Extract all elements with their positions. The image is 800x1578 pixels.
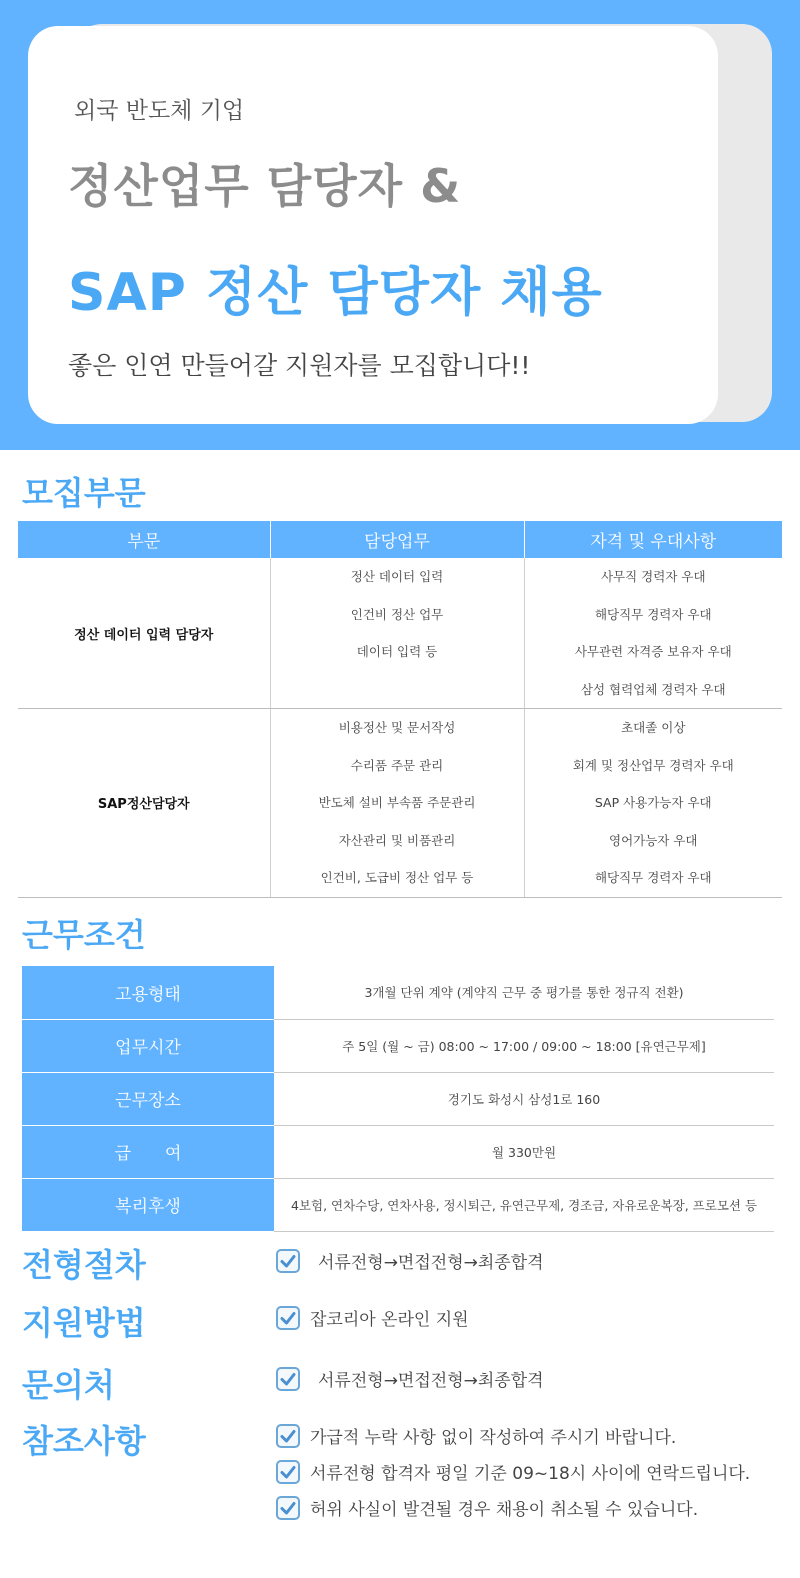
qual-item: 해당직무 경력자 우대	[594, 606, 712, 622]
apply-label: 지원방법	[22, 1304, 146, 1342]
condition-value: 3개월 단위 계약 (계약직 근무 중 평가를 통한 정규직 전환)	[274, 966, 774, 1019]
hero-title-line2: SAP 정산 담당자 채용	[68, 263, 603, 323]
recruit-row-sap	[18, 709, 782, 898]
duties-cell	[270, 558, 524, 709]
condition-label: 급 여	[22, 1125, 274, 1178]
check-icon	[276, 1306, 300, 1330]
condition-row	[22, 1178, 774, 1231]
duty-item: 자산관리 및 비품관리	[338, 832, 456, 848]
condition-value: 월 330만원	[274, 1125, 774, 1178]
dept-cell: 정산 데이터 입력 담당자	[18, 558, 270, 709]
quals-cell	[524, 709, 782, 898]
qual-item: 초대졸 이상	[621, 720, 686, 735]
contact-item	[276, 1366, 544, 1391]
condition-row	[22, 966, 774, 1019]
condition-value: 4보험, 연차수당, 연차사용, 정시퇴근, 유연근무제, 경조금, 자유로운복장, 프로모션 등	[274, 1178, 774, 1231]
check-icon	[276, 1424, 300, 1448]
check-icon	[276, 1460, 300, 1484]
note-item	[276, 1495, 698, 1520]
duty-item: 데이터 입력 등	[356, 644, 438, 659]
condition-label: 고용형태	[22, 966, 274, 1019]
note-text: 허위 사실이 발견될 경우 채용이 취소될 수 있습니다.	[310, 1500, 699, 1520]
note-item	[276, 1423, 676, 1448]
qual-item: 사무관련 자격증 보유자 우대	[574, 644, 732, 659]
check-icon	[276, 1496, 300, 1520]
qual-item: 삼성 협력업체 경력자 우대	[580, 681, 726, 697]
hero-kicker: 외국 반도체 기업	[74, 98, 245, 124]
check-icon	[276, 1249, 300, 1273]
hero-banner	[0, 0, 800, 450]
duties-cell	[270, 709, 524, 898]
hero-subtitle: 좋은 인연 만들어갈 지원자를 모집합니다!!	[68, 351, 531, 380]
process-text: 서류전형→면접전형→최종합격	[318, 1253, 544, 1273]
duty-item: 반도체 설비 부속품 주문관리	[318, 795, 476, 810]
contact-text: 서류전형→면접전형→최종합격	[318, 1371, 544, 1391]
qual-item: 회계 및 정산업무 경력자 우대	[572, 757, 734, 773]
qual-item: 해당직무 경력자 우대	[594, 870, 712, 885]
condition-label: 업무시간	[22, 1019, 274, 1072]
qual-item: 영어가능자 우대	[609, 832, 698, 848]
condition-row	[22, 1019, 774, 1072]
duty-item: 인건비 정산 업무	[350, 606, 444, 622]
condition-row	[22, 1072, 774, 1125]
hero-title-line1: 정산업무 담당자 &	[68, 159, 462, 213]
condition-value: 주 5일 (월 ~ 금) 08:00 ~ 17:00 / 09:00 ~ 18:00 [유연근무제]	[274, 1019, 774, 1072]
note-text: 서류전형 합격자 평일 기준 09~18시 사이에 연락드립니다.	[310, 1464, 751, 1484]
qual-item: 사무직 경력자 우대	[600, 569, 706, 584]
condition-label: 근무장소	[22, 1072, 274, 1125]
duty-item: 정산 데이터 입력	[350, 569, 444, 584]
notes-label: 참조사항	[22, 1422, 146, 1460]
header-duties: 담당업무	[270, 521, 524, 558]
dept-cell: SAP정산담당자	[18, 709, 270, 898]
recruit-table	[18, 521, 782, 898]
apply-item	[276, 1305, 469, 1330]
process-label: 전형절차	[22, 1246, 146, 1284]
condition-label: 복리후생	[22, 1178, 274, 1231]
note-item	[276, 1459, 750, 1484]
condition-row	[22, 1125, 774, 1178]
conditions-table	[22, 966, 774, 1232]
note-text: 가급적 누락 사항 없이 작성하여 주시기 바랍니다.	[310, 1428, 677, 1448]
process-item	[276, 1248, 544, 1273]
condition-value: 경기도 화성시 삼성1로 160	[274, 1072, 774, 1125]
recruit-section-title: 모집부문	[22, 474, 146, 512]
quals-cell	[524, 558, 782, 709]
duty-item: 비용정산 및 문서작성	[338, 720, 456, 735]
qual-item: SAP 사용가능자 우대	[594, 795, 712, 810]
header-dept: 부문	[18, 521, 270, 558]
duty-item: 인건비, 도급비 정산 업무 등	[320, 870, 474, 885]
recruit-row-data-entry	[18, 558, 782, 709]
contact-label: 문의처	[22, 1366, 115, 1404]
conditions-section-title: 근무조건	[22, 916, 146, 954]
apply-text: 잡코리아 온라인 지원	[310, 1310, 469, 1330]
recruit-header-row	[18, 521, 782, 558]
duty-item: 수리품 주문 관리	[350, 757, 444, 773]
check-icon	[276, 1367, 300, 1391]
header-quals: 자격 및 우대사항	[524, 521, 782, 558]
